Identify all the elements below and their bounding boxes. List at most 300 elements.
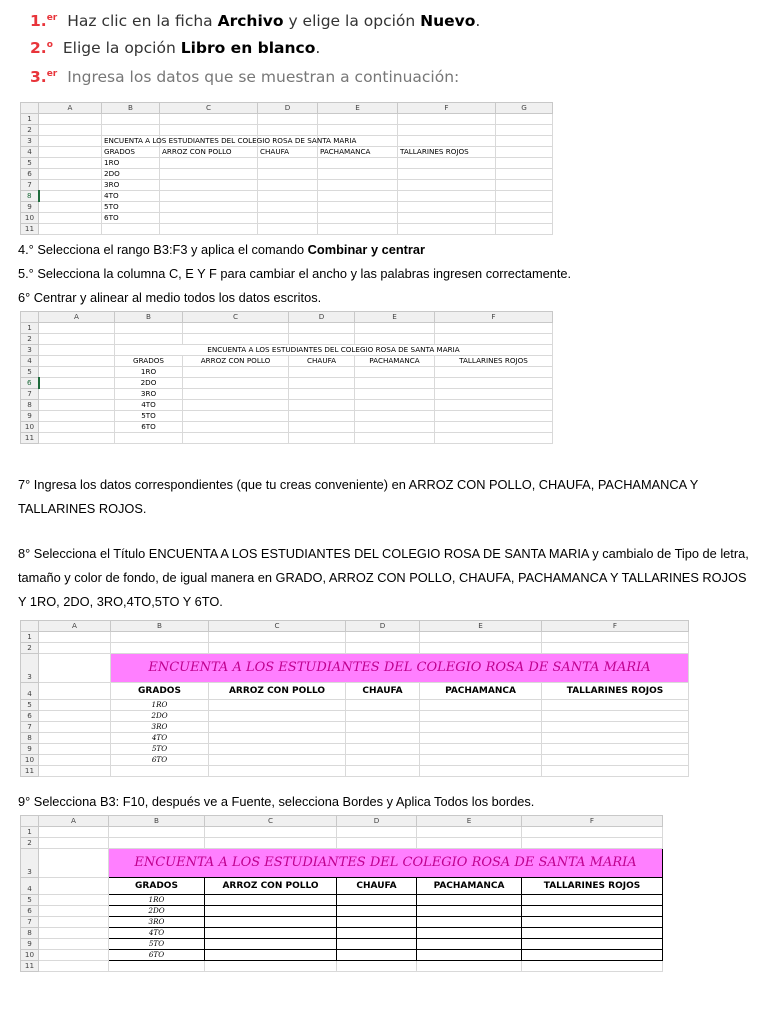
- row-header[interactable]: 9: [21, 411, 39, 422]
- cell[interactable]: [435, 389, 553, 400]
- row-header[interactable]: 8: [21, 733, 39, 744]
- cell[interactable]: [355, 378, 435, 389]
- title-merged-cell[interactable]: ENCUENTA A LOS ESTUDIANTES DEL COLEGIO ROSA DE SANTA MARIA: [109, 849, 663, 878]
- header-cell[interactable]: TALLARINES ROJOS: [398, 147, 496, 158]
- cell[interactable]: [289, 323, 355, 334]
- cell[interactable]: [39, 433, 115, 444]
- cell[interactable]: [258, 180, 318, 191]
- cell[interactable]: [346, 722, 420, 733]
- grade-cell[interactable]: 1RO: [109, 895, 205, 906]
- cell[interactable]: [183, 433, 289, 444]
- cell[interactable]: [337, 906, 417, 917]
- title-merged-cell[interactable]: ENCUENTA A LOS ESTUDIANTES DEL COLEGIO ROSA DE SANTA MARIA: [111, 654, 689, 683]
- cell[interactable]: [39, 202, 102, 213]
- cell[interactable]: [318, 191, 398, 202]
- cell[interactable]: [417, 928, 522, 939]
- cell[interactable]: [289, 400, 355, 411]
- cell[interactable]: [102, 125, 160, 136]
- cell[interactable]: [39, 683, 111, 700]
- cell[interactable]: [417, 917, 522, 928]
- header-cell[interactable]: GRADOS: [115, 356, 183, 367]
- cell[interactable]: [355, 334, 435, 345]
- cell[interactable]: [289, 433, 355, 444]
- cell[interactable]: [39, 827, 109, 838]
- col-header-d[interactable]: D: [346, 621, 420, 632]
- cell[interactable]: [258, 169, 318, 180]
- row-header[interactable]: 11: [21, 961, 39, 972]
- row-header[interactable]: 2: [21, 125, 39, 136]
- grade-cell[interactable]: 6TO: [109, 950, 205, 961]
- cell[interactable]: [417, 906, 522, 917]
- cell[interactable]: [111, 643, 209, 654]
- cell[interactable]: [355, 411, 435, 422]
- col-header-f[interactable]: F: [542, 621, 689, 632]
- row-header[interactable]: 4: [21, 683, 39, 700]
- cell[interactable]: [160, 202, 258, 213]
- cell[interactable]: [39, 700, 111, 711]
- cell[interactable]: [209, 766, 346, 777]
- row-header[interactable]: 9: [21, 744, 39, 755]
- cell[interactable]: [355, 389, 435, 400]
- cell[interactable]: [496, 224, 553, 235]
- cell[interactable]: [542, 632, 689, 643]
- grade-cell[interactable]: 6TO: [115, 422, 183, 433]
- cell[interactable]: [496, 180, 553, 191]
- cell[interactable]: [39, 950, 109, 961]
- grade-cell[interactable]: 3RO: [102, 180, 160, 191]
- header-cell[interactable]: CHAUFA: [289, 356, 355, 367]
- cell[interactable]: [337, 950, 417, 961]
- cell[interactable]: [496, 114, 553, 125]
- row-header[interactable]: 6: [21, 169, 39, 180]
- cell[interactable]: [209, 700, 346, 711]
- cell[interactable]: [209, 733, 346, 744]
- header-cell[interactable]: CHAUFA: [258, 147, 318, 158]
- cell[interactable]: [398, 169, 496, 180]
- cell[interactable]: [102, 224, 160, 235]
- cell[interactable]: [346, 766, 420, 777]
- cell[interactable]: [289, 367, 355, 378]
- cell[interactable]: [160, 180, 258, 191]
- grade-cell[interactable]: 5TO: [102, 202, 160, 213]
- cell[interactable]: [398, 158, 496, 169]
- col-header-f[interactable]: F: [398, 103, 496, 114]
- cell[interactable]: [39, 158, 102, 169]
- cell[interactable]: [102, 114, 160, 125]
- cell[interactable]: [209, 711, 346, 722]
- header-cell[interactable]: GRADOS: [109, 878, 205, 895]
- cell[interactable]: [289, 378, 355, 389]
- cell[interactable]: [205, 950, 337, 961]
- cell[interactable]: [435, 323, 553, 334]
- cell[interactable]: [39, 939, 109, 950]
- cell[interactable]: [183, 389, 289, 400]
- cell[interactable]: [346, 632, 420, 643]
- cell[interactable]: [39, 136, 102, 147]
- cell[interactable]: [346, 643, 420, 654]
- row-header[interactable]: 7: [21, 180, 39, 191]
- grade-cell[interactable]: 5TO: [115, 411, 183, 422]
- cell[interactable]: [209, 643, 346, 654]
- cell[interactable]: [39, 766, 111, 777]
- cell[interactable]: [39, 878, 109, 895]
- cell[interactable]: [289, 334, 355, 345]
- col-header-a[interactable]: A: [39, 312, 115, 323]
- cell[interactable]: [39, 849, 109, 878]
- cell[interactable]: [522, 906, 663, 917]
- col-header-f[interactable]: F: [522, 816, 663, 827]
- row-header[interactable]: 7: [21, 389, 39, 400]
- cell[interactable]: [435, 422, 553, 433]
- title-merged-cell[interactable]: ENCUENTA A LOS ESTUDIANTES DEL COLEGIO ROSA DE SANTA MARIA: [115, 345, 553, 356]
- select-all-corner[interactable]: [21, 816, 39, 827]
- col-header-c[interactable]: C: [205, 816, 337, 827]
- row-header[interactable]: 7: [21, 917, 39, 928]
- cell[interactable]: [205, 838, 337, 849]
- row-header[interactable]: 8: [21, 928, 39, 939]
- grade-cell[interactable]: 5TO: [111, 744, 209, 755]
- cell[interactable]: [522, 950, 663, 961]
- cell[interactable]: [183, 367, 289, 378]
- cell[interactable]: [496, 213, 553, 224]
- cell[interactable]: [346, 755, 420, 766]
- cell[interactable]: [522, 939, 663, 950]
- row-header[interactable]: 1: [21, 632, 39, 643]
- grade-cell[interactable]: 4TO: [109, 928, 205, 939]
- header-cell[interactable]: CHAUFA: [337, 878, 417, 895]
- col-header-c[interactable]: C: [160, 103, 258, 114]
- cell[interactable]: [205, 917, 337, 928]
- grade-cell[interactable]: 5TO: [109, 939, 205, 950]
- cell[interactable]: [209, 722, 346, 733]
- col-header-b[interactable]: B: [102, 103, 160, 114]
- cell[interactable]: [289, 389, 355, 400]
- cell[interactable]: [39, 422, 115, 433]
- cell[interactable]: [417, 895, 522, 906]
- header-cell[interactable]: GRADOS: [102, 147, 160, 158]
- cell[interactable]: [398, 191, 496, 202]
- cell[interactable]: [160, 213, 258, 224]
- cell[interactable]: [496, 202, 553, 213]
- cell[interactable]: [39, 345, 115, 356]
- cell[interactable]: [417, 939, 522, 950]
- cell[interactable]: [39, 114, 102, 125]
- row-header[interactable]: 10: [21, 213, 39, 224]
- cell[interactable]: [496, 125, 553, 136]
- cell[interactable]: [420, 700, 542, 711]
- cell[interactable]: [160, 224, 258, 235]
- cell[interactable]: [39, 711, 111, 722]
- cell[interactable]: [542, 733, 689, 744]
- cell[interactable]: [355, 433, 435, 444]
- row-header[interactable]: 9: [21, 939, 39, 950]
- cell[interactable]: [289, 411, 355, 422]
- cell[interactable]: [318, 224, 398, 235]
- cell[interactable]: [183, 323, 289, 334]
- cell[interactable]: [183, 378, 289, 389]
- cell[interactable]: [318, 202, 398, 213]
- cell[interactable]: [337, 917, 417, 928]
- cell[interactable]: [209, 755, 346, 766]
- cell[interactable]: [318, 213, 398, 224]
- cell[interactable]: [496, 136, 553, 147]
- cell[interactable]: [115, 334, 183, 345]
- cell[interactable]: [542, 744, 689, 755]
- cell[interactable]: [542, 755, 689, 766]
- cell[interactable]: [420, 643, 542, 654]
- cell[interactable]: [496, 169, 553, 180]
- cell[interactable]: [542, 643, 689, 654]
- col-header-b[interactable]: B: [115, 312, 183, 323]
- cell[interactable]: [39, 323, 115, 334]
- grade-cell[interactable]: 3RO: [115, 389, 183, 400]
- cell[interactable]: [183, 422, 289, 433]
- cell[interactable]: [435, 411, 553, 422]
- cell[interactable]: [318, 125, 398, 136]
- cell[interactable]: [522, 928, 663, 939]
- cell[interactable]: [205, 961, 337, 972]
- cell[interactable]: [346, 744, 420, 755]
- row-header[interactable]: 4: [21, 356, 39, 367]
- row-header[interactable]: 5: [21, 700, 39, 711]
- row-header[interactable]: 1: [21, 827, 39, 838]
- header-cell[interactable]: PACHAMANCA: [318, 147, 398, 158]
- row-header[interactable]: 3: [21, 654, 39, 683]
- row-header[interactable]: 6: [21, 906, 39, 917]
- cell[interactable]: [39, 654, 111, 683]
- cell[interactable]: [435, 400, 553, 411]
- cell[interactable]: [522, 895, 663, 906]
- col-header-b[interactable]: B: [111, 621, 209, 632]
- cell[interactable]: [398, 136, 496, 147]
- cell[interactable]: [205, 939, 337, 950]
- select-all-corner[interactable]: [21, 312, 39, 323]
- grade-cell[interactable]: 2DO: [115, 378, 183, 389]
- grade-cell[interactable]: 2DO: [111, 711, 209, 722]
- cell[interactable]: [318, 158, 398, 169]
- cell[interactable]: [522, 827, 663, 838]
- grade-cell[interactable]: 3RO: [109, 917, 205, 928]
- cell[interactable]: [39, 906, 109, 917]
- cell[interactable]: [318, 180, 398, 191]
- col-header-f[interactable]: F: [435, 312, 553, 323]
- col-header-g[interactable]: G: [496, 103, 553, 114]
- cell[interactable]: [420, 733, 542, 744]
- cell[interactable]: [337, 961, 417, 972]
- cell[interactable]: [205, 906, 337, 917]
- cell[interactable]: [183, 411, 289, 422]
- cell[interactable]: [205, 895, 337, 906]
- header-cell[interactable]: PACHAMANCA: [420, 683, 542, 700]
- header-cell[interactable]: CHAUFA: [346, 683, 420, 700]
- row-header[interactable]: 11: [21, 433, 39, 444]
- cell[interactable]: [39, 400, 115, 411]
- row-header[interactable]: 5: [21, 367, 39, 378]
- cell[interactable]: [39, 411, 115, 422]
- cell[interactable]: [337, 895, 417, 906]
- cell[interactable]: [496, 147, 553, 158]
- cell[interactable]: [205, 827, 337, 838]
- grade-cell[interactable]: 4TO: [102, 191, 160, 202]
- row-header[interactable]: 8: [21, 400, 39, 411]
- cell[interactable]: [258, 114, 318, 125]
- cell[interactable]: [398, 125, 496, 136]
- cell[interactable]: [346, 700, 420, 711]
- cell[interactable]: [435, 378, 553, 389]
- cell[interactable]: [183, 334, 289, 345]
- cell[interactable]: [111, 632, 209, 643]
- row-header[interactable]: 10: [21, 422, 39, 433]
- cell[interactable]: [39, 744, 111, 755]
- col-header-e[interactable]: E: [420, 621, 542, 632]
- col-header-b[interactable]: B: [109, 816, 205, 827]
- grade-cell[interactable]: 6TO: [111, 755, 209, 766]
- header-cell[interactable]: TALLARINES ROJOS: [522, 878, 663, 895]
- cell[interactable]: [39, 928, 109, 939]
- col-header-e[interactable]: E: [355, 312, 435, 323]
- cell[interactable]: [39, 755, 111, 766]
- cell[interactable]: [109, 961, 205, 972]
- cell[interactable]: [496, 158, 553, 169]
- cell[interactable]: [39, 224, 102, 235]
- col-header-a[interactable]: A: [39, 103, 102, 114]
- cell[interactable]: [39, 147, 102, 158]
- cell[interactable]: [160, 114, 258, 125]
- cell[interactable]: [289, 422, 355, 433]
- cell[interactable]: [435, 334, 553, 345]
- cell[interactable]: [39, 895, 109, 906]
- grade-cell[interactable]: 2DO: [102, 169, 160, 180]
- cell[interactable]: [115, 433, 183, 444]
- cell[interactable]: [39, 356, 115, 367]
- header-cell[interactable]: TALLARINES ROJOS: [435, 356, 553, 367]
- header-cell[interactable]: ARROZ CON POLLO: [183, 356, 289, 367]
- cell[interactable]: [109, 838, 205, 849]
- row-header[interactable]: 11: [21, 224, 39, 235]
- cell[interactable]: [109, 827, 205, 838]
- cell[interactable]: [420, 711, 542, 722]
- cell[interactable]: [39, 961, 109, 972]
- cell[interactable]: [496, 191, 553, 202]
- cell[interactable]: [522, 961, 663, 972]
- cell[interactable]: [420, 766, 542, 777]
- cell[interactable]: [542, 722, 689, 733]
- cell[interactable]: [39, 191, 102, 202]
- cell[interactable]: [417, 961, 522, 972]
- header-cell[interactable]: ARROZ CON POLLO: [209, 683, 346, 700]
- cell[interactable]: [205, 928, 337, 939]
- cell[interactable]: [355, 367, 435, 378]
- cell[interactable]: [39, 378, 115, 389]
- row-header[interactable]: 8: [21, 191, 39, 202]
- col-header-c[interactable]: C: [209, 621, 346, 632]
- cell[interactable]: [39, 722, 111, 733]
- grade-cell[interactable]: 2DO: [109, 906, 205, 917]
- grade-cell[interactable]: 4TO: [115, 400, 183, 411]
- cell[interactable]: [258, 202, 318, 213]
- cell[interactable]: [258, 158, 318, 169]
- cell[interactable]: [417, 827, 522, 838]
- grade-cell[interactable]: 1RO: [111, 700, 209, 711]
- cell[interactable]: [420, 632, 542, 643]
- row-header[interactable]: 10: [21, 755, 39, 766]
- cell[interactable]: [160, 125, 258, 136]
- cell[interactable]: [420, 755, 542, 766]
- grade-cell[interactable]: 1RO: [102, 158, 160, 169]
- cell[interactable]: [39, 389, 115, 400]
- cell[interactable]: [258, 224, 318, 235]
- row-header[interactable]: 3: [21, 136, 39, 147]
- cell[interactable]: [337, 928, 417, 939]
- select-all-corner[interactable]: [21, 621, 39, 632]
- row-header[interactable]: 2: [21, 643, 39, 654]
- row-header[interactable]: 4: [21, 147, 39, 158]
- cell[interactable]: [355, 400, 435, 411]
- cell[interactable]: [318, 169, 398, 180]
- header-cell[interactable]: PACHAMANCA: [355, 356, 435, 367]
- row-header[interactable]: 1: [21, 114, 39, 125]
- header-cell[interactable]: PACHAMANCA: [417, 878, 522, 895]
- cell[interactable]: [435, 433, 553, 444]
- col-header-e[interactable]: E: [318, 103, 398, 114]
- title-cell[interactable]: ENCUENTA A LOS ESTUDIANTES DEL COLEGIO ROSA DE SANTA MARIA: [102, 136, 160, 147]
- cell[interactable]: [417, 838, 522, 849]
- cell[interactable]: [318, 114, 398, 125]
- cell[interactable]: [39, 632, 111, 643]
- cell[interactable]: [398, 202, 496, 213]
- cell[interactable]: [39, 213, 102, 224]
- cell[interactable]: [542, 766, 689, 777]
- cell[interactable]: [160, 169, 258, 180]
- row-header[interactable]: 5: [21, 158, 39, 169]
- cell[interactable]: [209, 744, 346, 755]
- col-header-c[interactable]: C: [183, 312, 289, 323]
- cell[interactable]: [417, 950, 522, 961]
- row-header[interactable]: 10: [21, 950, 39, 961]
- grade-cell[interactable]: 6TO: [102, 213, 160, 224]
- col-header-d[interactable]: D: [289, 312, 355, 323]
- cell[interactable]: [355, 323, 435, 334]
- cell[interactable]: [183, 400, 289, 411]
- cell[interactable]: [258, 191, 318, 202]
- grade-cell[interactable]: 4TO: [111, 733, 209, 744]
- cell[interactable]: [39, 838, 109, 849]
- header-cell[interactable]: ARROZ CON POLLO: [160, 147, 258, 158]
- row-header[interactable]: 2: [21, 838, 39, 849]
- col-header-d[interactable]: D: [337, 816, 417, 827]
- cell[interactable]: [39, 169, 102, 180]
- cell[interactable]: [522, 917, 663, 928]
- col-header-d[interactable]: D: [258, 103, 318, 114]
- select-all-corner[interactable]: [21, 103, 39, 114]
- cell[interactable]: [111, 766, 209, 777]
- cell[interactable]: [542, 700, 689, 711]
- cell[interactable]: [258, 125, 318, 136]
- cell[interactable]: [522, 838, 663, 849]
- cell[interactable]: [398, 114, 496, 125]
- cell[interactable]: [39, 917, 109, 928]
- row-header[interactable]: 5: [21, 895, 39, 906]
- cell[interactable]: [420, 722, 542, 733]
- cell[interactable]: [542, 711, 689, 722]
- col-header-e[interactable]: E: [417, 816, 522, 827]
- row-header[interactable]: 11: [21, 766, 39, 777]
- cell[interactable]: [39, 643, 111, 654]
- cell[interactable]: [39, 733, 111, 744]
- cell[interactable]: [337, 939, 417, 950]
- cell[interactable]: [420, 744, 542, 755]
- cell[interactable]: [435, 367, 553, 378]
